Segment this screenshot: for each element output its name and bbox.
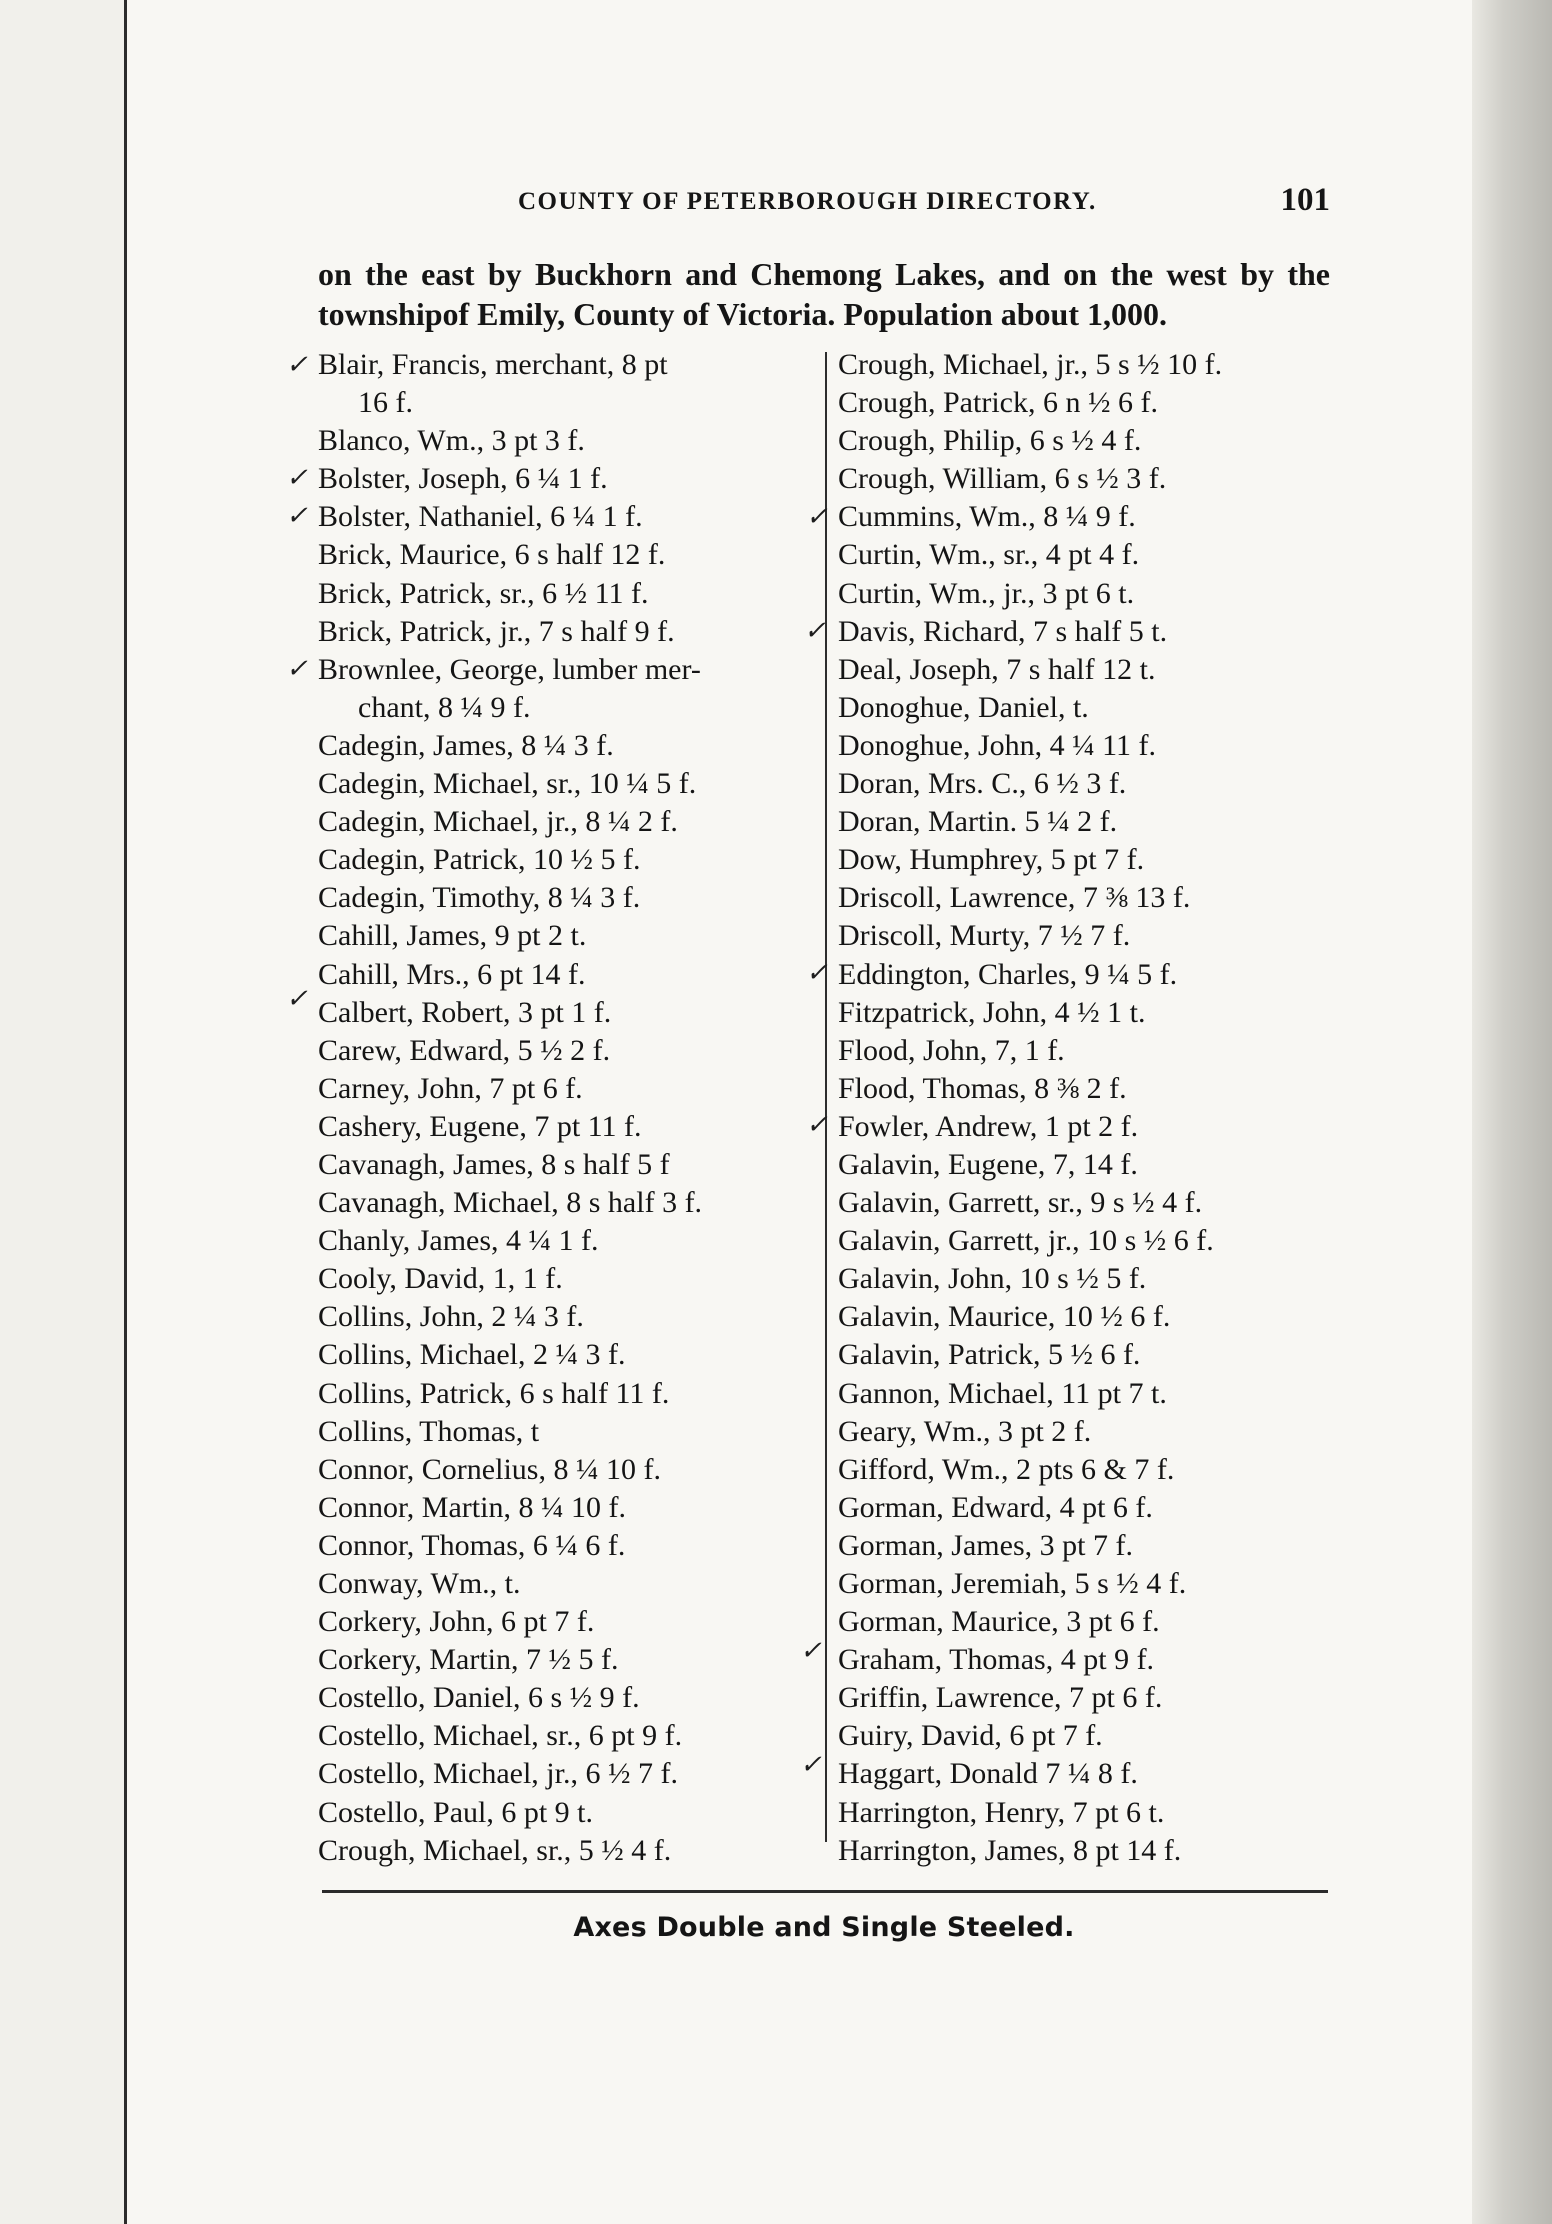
directory-entry: Cadegin, James, 8 ¼ 3 f. <box>318 728 614 762</box>
directory-entry: Costello, Michael, jr., 6 ½ 7 f. <box>318 1757 678 1791</box>
directory-entry: Calbert, Robert, 3 pt 1 f. <box>318 995 612 1029</box>
book-page-edges-right <box>1472 0 1552 2224</box>
directory-entry: Fowler, Andrew, 1 pt 2 f. <box>838 1109 1139 1143</box>
directory-entry: Collins, John, 2 ¼ 3 f. <box>318 1300 584 1334</box>
directory-entry: Brick, Patrick, jr., 7 s half 9 f. <box>318 614 675 648</box>
directory-entry: Cadegin, Patrick, 10 ½ 5 f. <box>318 843 641 877</box>
directory-entry: Connor, Thomas, 6 ¼ 6 f. <box>318 1528 626 1562</box>
directory-entry: Cavanagh, Michael, 8 s half 3 f. <box>318 1186 703 1220</box>
directory-entry: Costello, Paul, 6 pt 9 t. <box>318 1795 594 1829</box>
directory-entry: Crough, William, 6 s ½ 3 f. <box>838 462 1167 496</box>
directory-entry: Galavin, Garrett, sr., 9 s ½ 4 f. <box>838 1186 1203 1220</box>
tick-mark: ✓ <box>286 984 308 1013</box>
directory-entry: Gorman, James, 3 pt 7 f. <box>838 1528 1133 1562</box>
directory-entry: Chanly, James, 4 ¼ 1 f. <box>318 1224 599 1258</box>
directory-entry: Cummins, Wm., 8 ¼ 9 f. <box>838 500 1136 534</box>
directory-entry: Costello, Michael, sr., 6 pt 9 f. <box>318 1719 683 1753</box>
directory-entry: Doran, Mrs. C., 6 ½ 3 f. <box>838 767 1127 801</box>
directory-entry: Conway, Wm., t. <box>318 1567 521 1600</box>
directory-entry: Carney, John, 7 pt 6 f. <box>318 1071 583 1105</box>
tick-mark: ✓ <box>806 502 828 531</box>
directory-entry: Gorman, Maurice, 3 pt 6 f. <box>838 1605 1160 1639</box>
directory-entry: chant, 8 ¼ 9 f. <box>358 690 531 724</box>
tick-mark: ✓ <box>806 1110 828 1139</box>
directory-entry: Crough, Philip, 6 s ½ 4 f. <box>838 424 1142 458</box>
directory-entry: Corkery, John, 6 pt 7 f. <box>318 1605 595 1639</box>
directory-entry: Cadegin, Michael, sr., 10 ¼ 5 f. <box>318 767 697 801</box>
directory-entry: Bolster, Joseph, 6 ¼ 1 f. <box>318 462 608 496</box>
tick-mark: ✓ <box>286 350 308 379</box>
directory-entry: Corkery, Martin, 7 ½ 5 f. <box>318 1643 619 1677</box>
directory-entry: Bolster, Nathaniel, 6 ¼ 1 f. <box>318 500 643 534</box>
right-column <box>838 346 1338 1870</box>
directory-entry: Driscoll, Murty, 7 ½ 7 f. <box>838 919 1131 953</box>
directory-entry: Donoghue, John, 4 ¼ 11 f. <box>838 728 1157 762</box>
page-number: 101 <box>1280 182 1330 218</box>
directory-entry: Dow, Humphrey, 5 pt 7 f. <box>838 843 1145 877</box>
directory-entry: Driscoll, Lawrence, 7 ⅜ 13 f. <box>838 881 1191 915</box>
directory-entry: Brick, Patrick, sr., 6 ½ 11 f. <box>318 576 649 610</box>
directory-entry: Galavin, Garrett, jr., 10 s ½ 6 f. <box>838 1224 1214 1258</box>
running-head <box>318 184 1330 224</box>
directory-entry: Costello, Daniel, 6 s ½ 9 f. <box>318 1681 640 1715</box>
directory-entry: Crough, Michael, jr., 5 s ½ 10 f. <box>838 348 1223 381</box>
footer-rule <box>322 1890 1328 1893</box>
directory-entry: Gorman, Edward, 4 pt 6 f. <box>838 1490 1153 1524</box>
directory-entry: Crough, Patrick, 6 n ½ 6 f. <box>838 386 1158 420</box>
directory-entry: Davis, Richard, 7 s half 5 t. <box>838 614 1168 648</box>
directory-entry: Cadegin, Timothy, 8 ¼ 3 f. <box>318 881 641 915</box>
directory-entry: Connor, Cornelius, 8 ¼ 10 f. <box>318 1452 661 1486</box>
directory-entry: Graham, Thomas, 4 pt 9 f. <box>838 1643 1155 1677</box>
directory-entry: Cahill, James, 9 pt 2 t. <box>318 919 587 953</box>
directory-entry: Gifford, Wm., 2 pts 6 & 7 f. <box>838 1452 1175 1486</box>
directory-entry: Eddington, Charles, 9 ¼ 5 f. <box>838 957 1178 991</box>
column-divider <box>825 352 827 1842</box>
book-gutter-left <box>0 0 127 2224</box>
directory-entry: Brownlee, George, lumber mer- <box>318 652 701 686</box>
directory-entry: Collins, Thomas, t <box>318 1414 540 1448</box>
directory-entry: Cadegin, Michael, jr., 8 ¼ 2 f. <box>318 805 678 839</box>
tick-mark: ✓ <box>286 654 308 683</box>
tick-mark: ✓ <box>286 463 308 492</box>
directory-entry: Guiry, David, 6 pt 7 f. <box>838 1719 1103 1753</box>
left-column <box>318 346 818 1870</box>
directory-entry: Galavin, Eugene, 7, 14 f. <box>838 1147 1138 1181</box>
directory-entry: Carew, Edward, 5 ½ 2 f. <box>318 1033 611 1067</box>
directory-entry: Galavin, Maurice, 10 ½ 6 f. <box>838 1300 1171 1334</box>
directory-entry: Flood, Thomas, 8 ⅜ 2 f. <box>838 1071 1127 1105</box>
directory-entry: Brick, Maurice, 6 s half 12 f. <box>318 538 666 572</box>
directory-entry: Harrington, Henry, 7 pt 6 t. <box>838 1795 1165 1829</box>
directory-entry: Curtin, Wm., jr., 3 pt 6 t. <box>838 576 1135 610</box>
directory-entry: Griffin, Lawrence, 7 pt 6 f. <box>838 1681 1163 1715</box>
tick-mark: ✓ <box>806 958 828 987</box>
directory-entry: Blanco, Wm., 3 pt 3 f. <box>318 424 585 458</box>
directory-entry: Gorman, Jeremiah, 5 s ½ 4 f. <box>838 1567 1187 1600</box>
directory-entry: Galavin, Patrick, 5 ½ 6 f. <box>838 1338 1141 1372</box>
directory-entry: Haggart, Donald 7 ¼ 8 f. <box>838 1757 1138 1791</box>
directory-entry: Doran, Martin. 5 ¼ 2 f. <box>838 805 1118 839</box>
directory-entry: Flood, John, 7, 1 f. <box>838 1033 1065 1067</box>
directory-entry: Galavin, John, 10 s ½ 5 f. <box>838 1262 1147 1296</box>
intro-paragraph: on the east by Buckhorn and Chemong Lakes, and on the west by the townshipof Emily, County of Victoria. Population about 1,000. <box>318 256 1330 332</box>
directory-entry: Collins, Patrick, 6 s half 11 f. <box>318 1376 670 1410</box>
directory-entry: Geary, Wm., 3 pt 2 f. <box>838 1414 1092 1448</box>
directory-entry: Blair, Francis, merchant, 8 pt <box>318 348 668 381</box>
directory-entry: Cashery, Eugene, 7 pt 11 f. <box>318 1109 642 1143</box>
directory-entry: Fitzpatrick, John, 4 ½ 1 t. <box>838 995 1146 1029</box>
directory-entry: Collins, Michael, 2 ¼ 3 f. <box>318 1338 626 1372</box>
directory-entry: Cahill, Mrs., 6 pt 14 f. <box>318 957 586 991</box>
tick-mark: ✓ <box>800 1636 822 1665</box>
advertisement-line: Axes Double and Single Steeled. <box>573 1912 1075 1943</box>
directory-entry: Cooly, David, 1, 1 f. <box>318 1262 563 1296</box>
tick-mark: ✓ <box>286 501 308 530</box>
directory-entry: Connor, Martin, 8 ¼ 10 f. <box>318 1490 626 1524</box>
tick-mark: ✓ <box>800 1750 822 1779</box>
directory-entry: Crough, Michael, sr., 5 ½ 4 f. <box>318 1833 672 1867</box>
directory-entry: Gannon, Michael, 11 pt 7 t. <box>838 1376 1167 1410</box>
directory-entry: Donoghue, Daniel, t. <box>838 690 1089 724</box>
directory-entry: Deal, Joseph, 7 s half 12 t. <box>838 652 1156 686</box>
directory-entry: Curtin, Wm., sr., 4 pt 4 f. <box>838 538 1140 572</box>
directory-entry: Harrington, James, 8 pt 14 f. <box>838 1833 1182 1867</box>
running-head-title: COUNTY OF PETERBOROUGH DIRECTORY. <box>518 188 1097 215</box>
directory-entry: 16 f. <box>358 386 413 420</box>
tick-mark: ✓ <box>804 616 826 645</box>
directory-entry: Cavanagh, James, 8 s half 5 f <box>318 1147 670 1181</box>
